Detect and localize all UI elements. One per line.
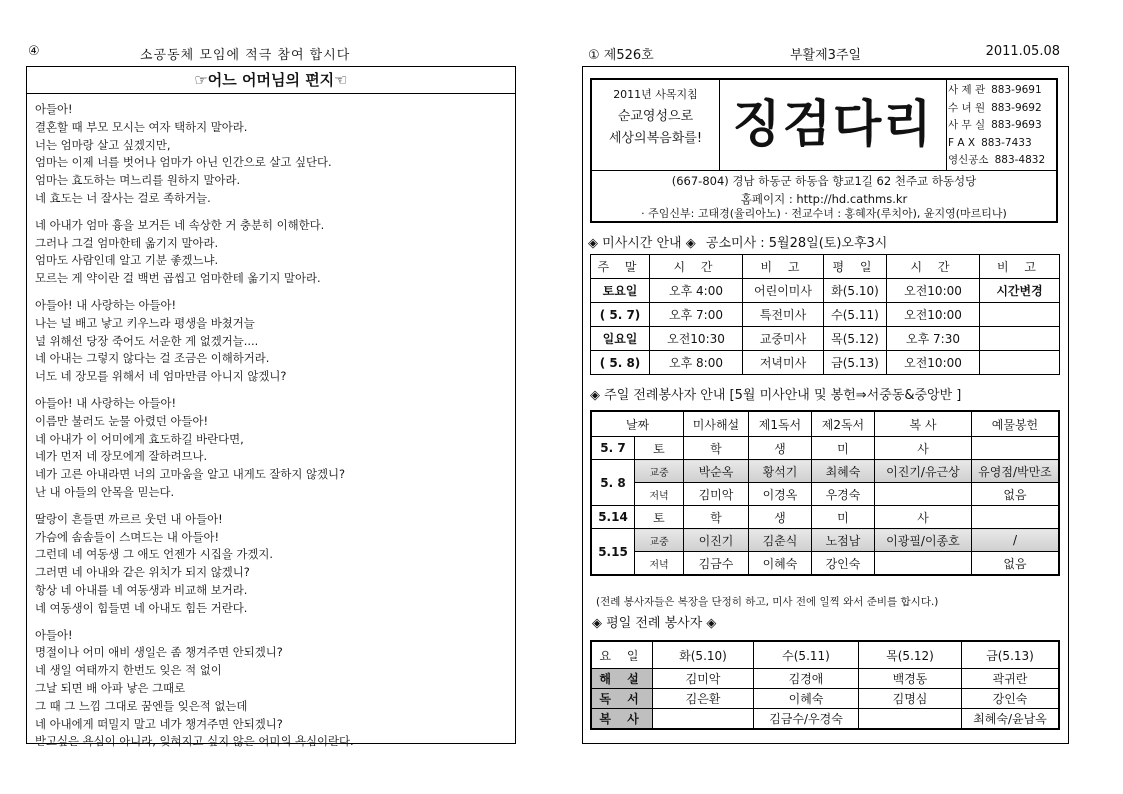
issue-date: 2011.05.08 <box>985 44 1060 59</box>
weekday-servers-table <box>590 640 1060 730</box>
letter-line: 네 효도는 너 잘사는 걸로 족하거늘. <box>35 190 211 205</box>
letter-line: 너도 네 장모를 위해서 네 엄마만큼 아니지 않겠니? <box>35 369 287 384</box>
letter-line: 그 때 그 느낌 그대로 꿈엔들 잊은적 없는데 <box>35 698 248 713</box>
table-row: 5. 7 토 학 생 미 사 <box>591 437 1059 460</box>
mass-time-heading: ◈ 미사시간 안내 ◈ 공소미사 : 5월28일(토)오후3시 <box>588 236 888 251</box>
staff-info: · 주임신부: 고태경(율리아노) · 전교수녀 : 홍혜자(루치아), 윤지영(마르티나) <box>641 207 1007 220</box>
header-slogan: 소공동체 모임에 적극 참여 합시다 <box>140 48 351 63</box>
masthead <box>590 78 1058 223</box>
letter-line: 그날 되면 배 아파 낳은 그때로 <box>35 680 186 695</box>
letter-line: 딸랑이 흔들면 까르르 웃던 내 아들아! <box>35 511 223 526</box>
church-address: (667-804) 경남 하동군 하동읍 향교1길 62 천주교 하동성당 <box>592 170 1056 191</box>
letter-line: 이름만 불러도 눈물 아렸던 아들아! <box>35 413 209 428</box>
table-row: 복 사 김금수/우경숙 최혜숙/윤남옥 <box>591 709 1059 730</box>
service-note: (전례 봉사자들은 복장을 단정히 하고, 미사 전에 일찍 와서 준비를 합시다.) <box>596 596 939 608</box>
table-header-row: 주 말 시 간 비 고 평 일 시 간 비 고 <box>591 255 1060 279</box>
homepage-link[interactable]: 홈페이지 : http://hd.cathms.kr <box>740 192 908 206</box>
letter-panel <box>26 66 516 749</box>
left-page-header <box>28 44 516 64</box>
letter-line: 항상 네 아내를 네 여동생과 비교해 보거라. <box>35 582 248 597</box>
issue-number: ① 제526호 <box>588 48 654 63</box>
table-row: 저녁 김금수 이혜숙 강인숙 없음 <box>591 552 1059 576</box>
letter-line: 아들아! <box>35 627 73 642</box>
pastoral-motto: 2011년 사목지침 순교영성으로 세상의복음화를! <box>592 80 720 170</box>
letter-line: 네 아내가 엄마 흉을 보거든 네 속상한 거 충분히 이해한다. <box>35 217 325 232</box>
table-row: 저녁 김미악 이경옥 우경숙 없음 <box>591 483 1059 506</box>
right-page-header <box>588 44 1064 64</box>
letter-line: 널 위해선 당장 죽어도 서운한 게 없겠거늘.... <box>35 333 259 348</box>
letter-line: 네 아내가 이 어미에게 효도하길 바란다면, <box>35 431 244 446</box>
letter-title: ☞어느 어머님의 편지☜ <box>27 67 515 94</box>
letter-line: 그러나 그걸 엄마한테 옮기지 말아라. <box>35 235 219 250</box>
liturgical-sunday: 부활제3주일 <box>790 48 862 63</box>
letter-line: 네가 먼저 네 장모에게 잘하려므나. <box>35 449 208 464</box>
letter-line: 아들아! 내 사랑하는 아들아! <box>35 395 177 410</box>
contact-row: 영신공소 883-4832 <box>948 154 1046 166</box>
bulletin-logo: 징검다리 <box>720 80 947 170</box>
table-row: 해 설 김미악 김경애 백경동 곽귀란 <box>591 669 1059 689</box>
table-row: 토요일 오후 4:00 어린이미사 화(5.10) 오전10:00 시간변경 <box>591 279 1060 303</box>
contact-row: 사 제 관 883-9691 <box>948 84 1042 96</box>
letter-line: 나는 널 배고 낳고 키우느라 평생을 바쳤거늘 <box>35 315 255 330</box>
service-heading: ◈ 주일 전례봉사자 안내 [5월 미사안내 및 봉헌⇒서중동&중앙반 ] <box>590 388 962 403</box>
table-row: 5. 8 교중 박순옥 황석기 최혜숙 이진기/유근상 유영점/박만조 <box>591 460 1059 483</box>
sunday-servers-table <box>590 410 1060 576</box>
table-header-row: 요 일 화(5.10) 수(5.11) 목(5.12) 금(5.13) <box>591 641 1059 669</box>
table-row: ( 5. 7) 오후 7:00 특전미사 수(5.11) 오전10:00 <box>591 303 1060 327</box>
letter-line: 아들아! <box>35 102 73 116</box>
letter-line: 네 아내에게 떠밀지 말고 네가 챙겨주면 안되겠니? <box>35 716 283 731</box>
contact-row: 사 무 실 883-9693 <box>948 119 1042 131</box>
letter-paragraph <box>35 511 509 618</box>
letter-paragraph <box>35 395 509 502</box>
letter-line: 엄마는 이제 너를 벗어나 엄마가 아닌 인간으로 살고 싶단다. <box>35 155 332 170</box>
letter-paragraph <box>35 101 509 208</box>
letter-line: 받고싶은 욕심이 아니라, 잊혀지고 싶지 않은 어미의 욕심이란다. <box>35 734 354 749</box>
letter-line: 난 내 아들의 안목을 믿는다. <box>35 484 175 499</box>
letter-line: 결혼할 때 부모 모시는 여자 택하지 말아라. <box>35 119 248 134</box>
letter-body <box>35 101 509 760</box>
letter-paragraph <box>35 297 509 386</box>
table-row: 5.14 토 학 생 미 사 <box>591 506 1059 529</box>
letter-line: 모르는 게 약이란 걸 백번 곱씹고 엄마한테 옮기지 말아라. <box>35 271 321 286</box>
letter-line: 네 여동생이 힘들면 네 아내도 힘든 거란다. <box>35 600 248 615</box>
letter-line: 명절이나 어미 애비 생일은 좀 챙겨주면 안되겠니? <box>35 645 283 660</box>
contact-row: F A X 883-7433 <box>948 136 1032 149</box>
contact-list <box>948 82 1056 170</box>
page-number: ④ <box>28 44 40 59</box>
letter-paragraph <box>35 627 509 752</box>
table-row: 일요일 오전10:30 교중미사 목(5.12) 오후 7:30 <box>591 327 1060 351</box>
letter-line: 네가 고른 아내라면 너의 고마움을 알고 내게도 잘하지 않겠니? <box>35 467 346 482</box>
letter-line: 그런데 네 여동생 그 애도 언젠가 시집을 가겠지. <box>35 547 274 562</box>
letter-line: 네 생일 여태까지 한번도 잊은 적 없이 <box>35 663 222 678</box>
letter-line: 가슴에 솜솜들이 스며드는 내 아들아! <box>35 529 220 544</box>
table-row: 독 서 김은환 이혜숙 김명심 강인숙 <box>591 689 1059 709</box>
letter-line: 엄마도 사람인데 알고 기분 좋겠느냐. <box>35 253 219 268</box>
table-row: ( 5. 8) 오후 8:00 저녁미사 금(5.13) 오전10:00 <box>591 351 1060 375</box>
letter-line: 엄마는 효도하는 며느리를 원하지 말아라. <box>35 173 241 188</box>
letter-line: 네 아내는 그렇지 않다는 걸 조금은 이해하거라. <box>35 351 270 366</box>
letter-line: 너는 엄마랑 살고 싶겠지만, <box>35 137 171 152</box>
mass-schedule-table <box>590 254 1060 375</box>
weekday-heading: ◈ 평일 전례 봉사자 ◈ <box>592 616 717 631</box>
contact-row: 수 녀 원 883-9692 <box>948 101 1042 114</box>
table-header-row: 날짜 미사해설 제1독서 제2독서 복 사 예물봉헌 <box>591 411 1059 437</box>
letter-line: 아들아! 내 사랑하는 아들아! <box>35 297 177 312</box>
letter-paragraph <box>35 217 509 288</box>
letter-line: 그러면 네 아내와 같은 위치가 되지 않겠니? <box>35 565 250 580</box>
table-row: 5.15 교중 이진기 김춘식 노점남 이광필/이종호 / <box>591 529 1059 552</box>
